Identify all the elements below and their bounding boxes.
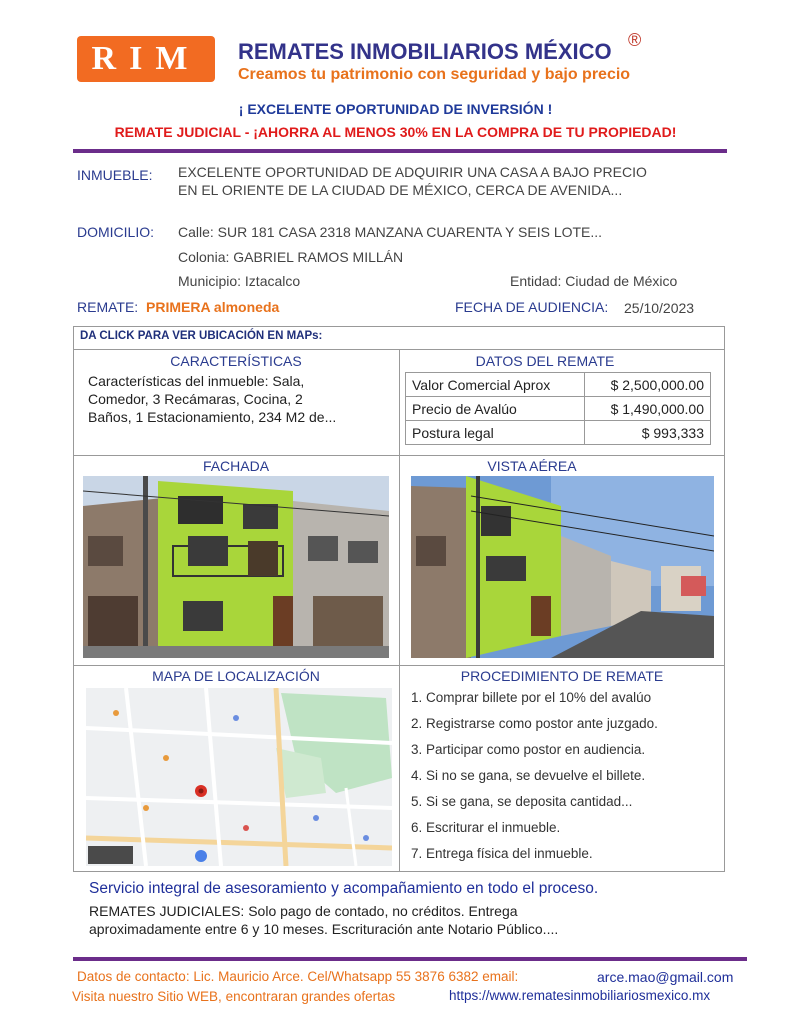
list-item: 2. Registrarse como postor ante juzgado.	[411, 716, 658, 731]
location-map[interactable]	[86, 688, 392, 866]
domicilio-label: DOMICILIO:	[77, 224, 155, 240]
price-value: $ 1,490,000.00	[585, 397, 711, 421]
inmueble-label: INMUEBLE:	[77, 167, 153, 183]
list-item: 1. Comprar billete por el 10% del avalúo	[411, 690, 652, 705]
brand-name: REMATES INMOBILIARIOS MÉXICO	[238, 39, 612, 64]
table-row	[406, 373, 711, 397]
procedimiento-steps	[411, 690, 658, 872]
registered-mark: ®	[628, 30, 642, 50]
datos-remate-title: DATOS DEL REMATE	[475, 353, 615, 369]
email-link[interactable]: arce.mao@gmail.com	[597, 969, 734, 985]
headline-remate-judicial: REMATE JUDICIAL - ¡AHORRA AL MENOS 30% EN LA COMPRA DE TU PROPIEDAD!	[114, 124, 677, 140]
headline-opportunity: ¡ EXCELENTE OPORTUNIDAD DE INVERSIÓN !	[238, 101, 553, 117]
visit-text: Visita nuestro Sitio WEB, encontraran grandes ofertas	[72, 989, 396, 1004]
grid-line	[73, 455, 725, 456]
procedimiento-title: PROCEDIMIENTO DE REMATE	[460, 668, 664, 684]
remates-line2: aproximadamente entre 6 y 10 meses. Escrituración ante Notario Público....	[89, 921, 559, 937]
map-image	[86, 688, 392, 866]
calle-text: Calle: SUR 181 CASA 2318 MANZANA CUARENTA Y SEIS LOTE...	[178, 224, 603, 240]
servicio-text: Servicio integral de asesoramiento y acompañamiento en todo el proceso.	[89, 880, 599, 897]
price-table	[405, 372, 711, 445]
contact-text: Datos de contacto: Lic. Mauricio Arce. Cel/Whatsapp 55 3876 6382 email:	[77, 969, 519, 984]
fecha-audiencia-label: FECHA DE AUDIENCIA:	[455, 299, 609, 315]
mapa-title: MAPA DE LOCALIZACIÓN	[152, 668, 320, 684]
list-item: 4. Si no se gana, se devuelve el billete.	[411, 768, 646, 783]
list-item: 7. Entrega física del inmueble.	[411, 846, 593, 861]
inmueble-line2: EN EL ORIENTE DE LA CIUDAD DE MÉXICO, CERCA DE AVENIDA...	[178, 182, 623, 198]
price-label: Precio de Avalúo	[406, 397, 585, 421]
remate-value: PRIMERA almoneda	[146, 299, 280, 315]
map-link[interactable]: DA CLICK PARA VER UBICACIÓN EN MAPs:	[80, 330, 323, 342]
list-item: 5. Si se gana, se deposita cantidad...	[411, 794, 633, 809]
price-label: Postura legal	[406, 421, 585, 445]
grid-line	[73, 665, 725, 666]
fachada-title: FACHADA	[202, 458, 270, 474]
website-link[interactable]: https://www.rematesinmobiliariosmexico.mx	[449, 988, 711, 1003]
vista-aerea-photo[interactable]	[411, 476, 714, 658]
fecha-audiencia-value: 25/10/2023	[624, 300, 695, 316]
inmueble-line1: EXCELENTE OPORTUNIDAD DE ADQUIRIR UNA CASA A BAJO PRECIO	[178, 164, 647, 180]
remate-label: REMATE:	[77, 299, 139, 315]
caracteristicas-line1: Características del inmueble: Sala,	[88, 373, 305, 389]
entidad-text: Entidad: Ciudad de México	[510, 273, 678, 289]
price-label: Valor Comercial Aprox	[406, 373, 585, 397]
list-item: 6. Escriturar el inmueble.	[411, 820, 561, 835]
table-row	[406, 397, 711, 421]
street-view-image	[411, 476, 714, 658]
top-divider	[73, 149, 727, 153]
price-value: $ 2,500,000.00	[585, 373, 711, 397]
list-item: 3. Participar como postor en audiencia.	[411, 742, 646, 757]
rim-logo: RIM	[77, 36, 215, 82]
caracteristicas-title: CARACTERÍSTICAS	[170, 353, 302, 369]
fachada-photo[interactable]	[83, 476, 389, 658]
vista-aerea-title: VISTA AÉREA	[487, 458, 577, 474]
grid-line	[399, 349, 400, 871]
municipio-text: Municipio: Iztacalco	[178, 273, 301, 289]
bottom-divider	[73, 957, 747, 961]
remates-line1: REMATES JUDICIALES: Solo pago de contado, no créditos. Entrega	[89, 903, 518, 919]
price-value: $ 993,333	[585, 421, 711, 445]
colonia-text: Colonia: GABRIEL RAMOS MILLÁN	[178, 249, 404, 265]
house-facade-image	[83, 476, 389, 658]
caracteristicas-line3: Baños, 1 Estacionamiento, 234 M2 de...	[88, 409, 337, 425]
table-row	[406, 421, 711, 445]
caracteristicas-line2: Comedor, 3 Recámaras, Cocina, 2	[88, 391, 303, 407]
slogan: Creamos tu patrimonio con seguridad y bajo precio	[238, 66, 631, 83]
